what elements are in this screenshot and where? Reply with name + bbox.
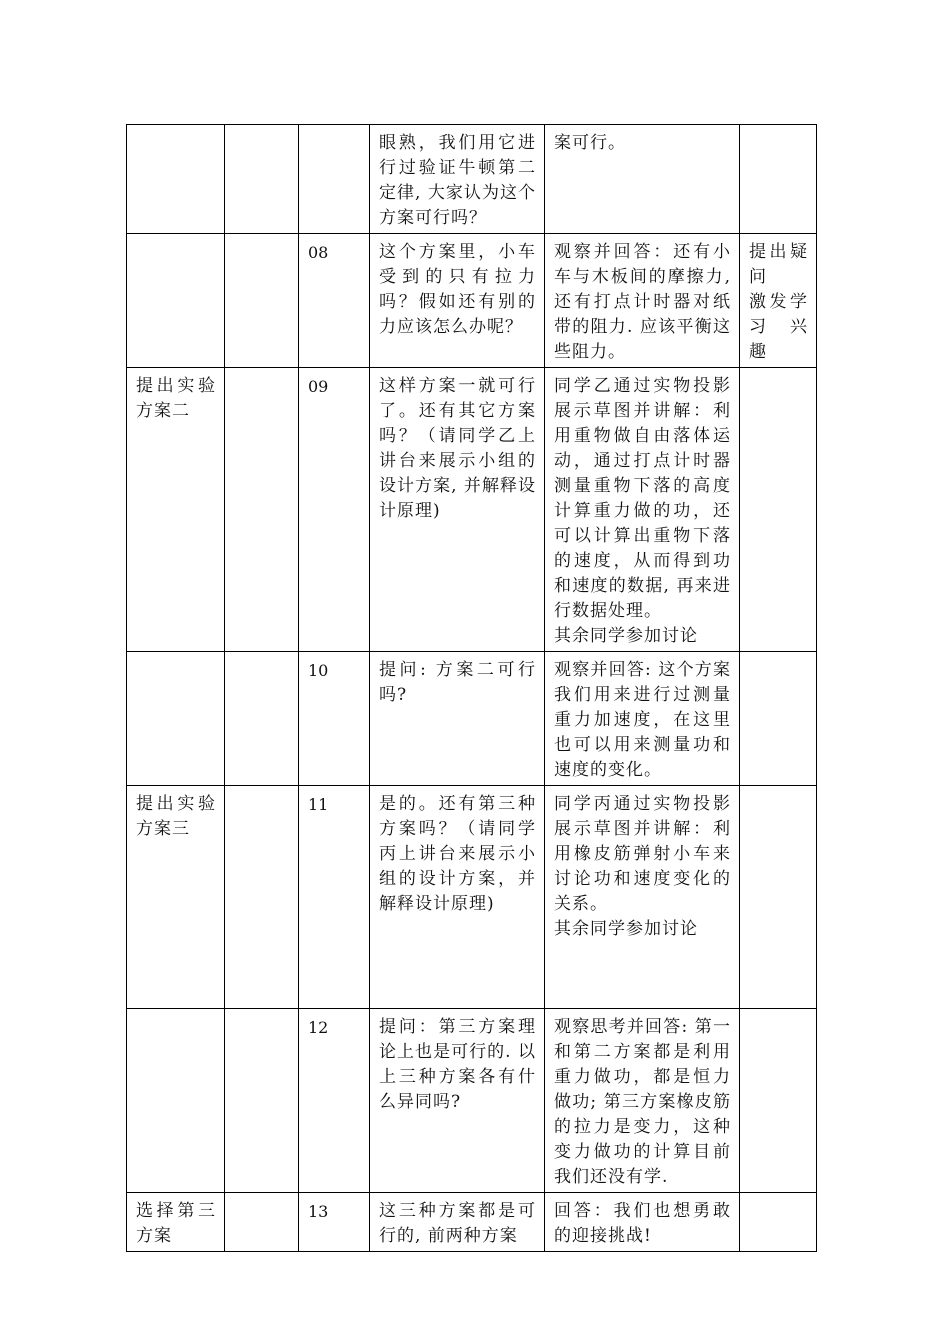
phase-cell (127, 1009, 225, 1193)
phase-cell: 提出实验方案三 (127, 786, 225, 1009)
student-activity-cell: 观察思考并回答: 第一和第二方案都是利用重力做功，都是恒力做功; 第三方案橡皮筋的拉力是变力，这种变力做功的计算目前我们还没有学. (545, 1009, 740, 1193)
teacher-activity-cell: 这样方案一就可行了。还有其它方案吗？（请同学乙上讲台来展示小组的设计方案, 并解释设计原理) (370, 368, 545, 652)
table-row (127, 1009, 817, 1193)
phase-cell: 提出实验方案二 (127, 368, 225, 652)
teacher-activity-cell: 提问：第三方案理论上也是可行的. 以上三种方案各有什么异同吗? (370, 1009, 545, 1193)
design-intent-cell (740, 1009, 817, 1193)
teacher-activity-cell: 是的。还有第三种方案吗？（请同学丙上讲台来展示小组的设计方案，并解释设计原理) (370, 786, 545, 1009)
table-row (127, 125, 817, 234)
table-row (127, 786, 817, 1009)
phase-cell (127, 234, 225, 368)
design-intent-cell (740, 368, 817, 652)
student-activity-cell: 观察并回答：还有小车与木板间的摩擦力, 还有打点计时器对纸带的阻力. 应该平衡这些阻力。 (545, 234, 740, 368)
teacher-activity-cell: 这个方案里，小车受到的只有拉力吗？假如还有别的力应该怎么办呢？ (370, 234, 545, 368)
table-row (127, 1193, 817, 1252)
blank-cell (225, 125, 299, 234)
blank-cell (225, 1193, 299, 1252)
teacher-activity-cell: 眼熟，我们用它进行过验证牛顿第二定律, 大家认为这个方案可行吗？ (370, 125, 545, 234)
table-row (127, 652, 817, 786)
design-intent-cell (740, 652, 817, 786)
blank-cell (225, 368, 299, 652)
table-row (127, 368, 817, 652)
phase-cell: 选择第三方案 (127, 1193, 225, 1252)
teacher-activity-cell: 提问: 方案二可行吗? (370, 652, 545, 786)
design-intent-cell (740, 1193, 817, 1252)
blank-cell (225, 786, 299, 1009)
student-activity-cell: 同学乙通过实物投影展示草图并讲解：利用重物做自由落体运动，通过打点计时器测量重物下落的高度计算重力做的功，还可以计算出重物下落的速度，从而得到功和速度的数据, 再来进行数据处理。 其余同学参加讨论 (545, 368, 740, 652)
design-intent-cell: 提出疑问 激发学习 兴趣 (740, 234, 817, 368)
blank-cell (225, 234, 299, 368)
student-activity-cell: 同学丙通过实物投影展示草图并讲解：利用橡皮筋弹射小车来讨论功和速度变化的关系。 其余同学参加讨论 (545, 786, 740, 1009)
teacher-activity-cell: 这三种方案都是可行的, 前两种方案 (370, 1193, 545, 1252)
design-intent-cell (740, 125, 817, 234)
step-number-cell (299, 125, 370, 234)
table-row (127, 234, 817, 368)
step-number-cell: 08 (299, 234, 370, 368)
phase-cell (127, 652, 225, 786)
phase-cell (127, 125, 225, 234)
student-activity-cell: 案可行。 (545, 125, 740, 234)
lesson-plan-table (126, 124, 817, 1252)
blank-cell (225, 652, 299, 786)
step-number-cell: 12 (299, 1009, 370, 1193)
step-number-cell: 11 (299, 786, 370, 1009)
step-number-cell: 09 (299, 368, 370, 652)
step-number-cell: 13 (299, 1193, 370, 1252)
student-activity-cell: 回答：我们也想勇敢的迎接挑战! (545, 1193, 740, 1252)
step-number-cell: 10 (299, 652, 370, 786)
student-activity-cell: 观察并回答: 这个方案我们用来进行过测量重力加速度，在这里也可以用来测量功和速度的变化。 (545, 652, 740, 786)
design-intent-cell (740, 786, 817, 1009)
blank-cell (225, 1009, 299, 1193)
